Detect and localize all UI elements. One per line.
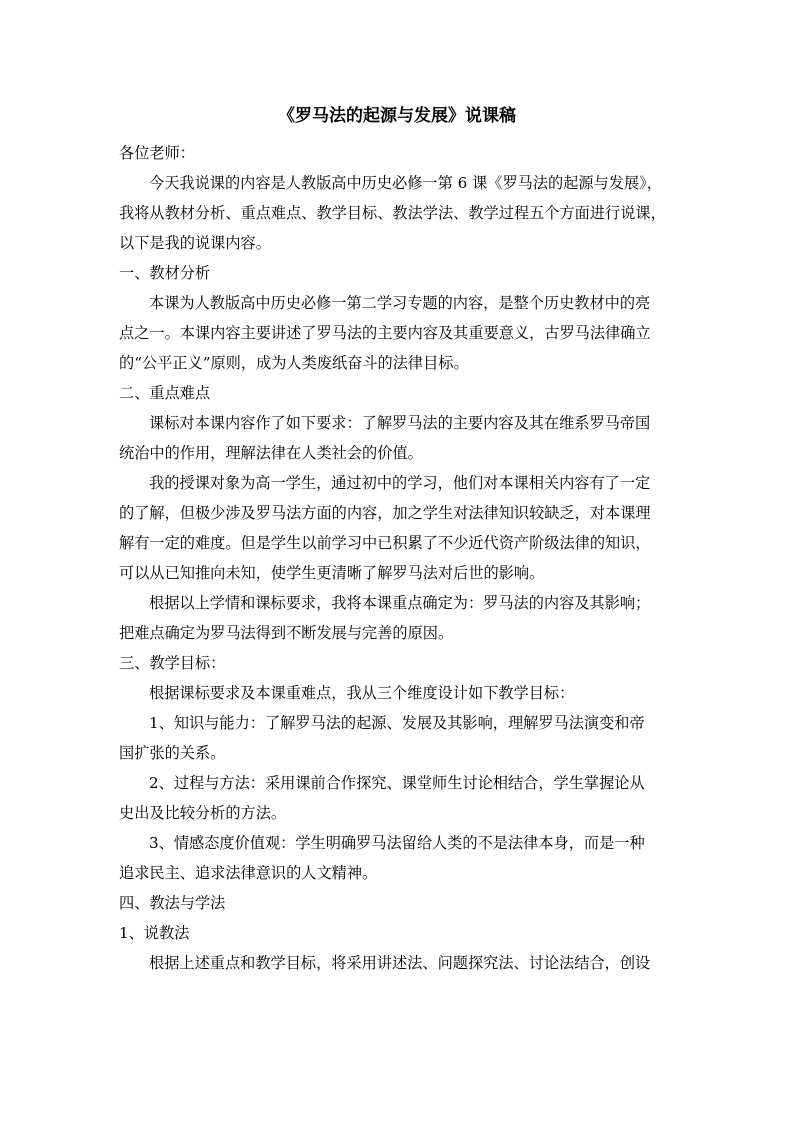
document-title: 《罗马法的起源与发展》说课稿 bbox=[278, 106, 516, 126]
paragraph-line: 追求民主、追求法律意识的人文精神。 bbox=[119, 864, 378, 882]
section-heading: 四、教法与学法 bbox=[119, 894, 226, 912]
paragraph-line: 根据课标要求及本课重难点，我从三个维度设计如下教学目标： bbox=[149, 684, 575, 702]
paragraph-line: 本课为人教版高中历史必修一第二学习专题的内容，是整个历史教材中的亮 bbox=[149, 294, 651, 312]
paragraph-line: 2、过程与方法：采用课前合作探究、课堂师生讨论相结合，学生掌握论从 bbox=[149, 774, 645, 792]
paragraph-line: 课标对本课内容作了如下要求：了解罗马法的主要内容及其在维系罗马帝国 bbox=[149, 414, 651, 432]
paragraph-line: 3、情感态度价值观：学生明确罗马法留给人类的不是法律本身，而是一种 bbox=[149, 834, 645, 852]
paragraph-line: 以下是我的说课内容。 bbox=[119, 234, 271, 252]
paragraph-line: 我将从教材分析、重点难点、教学目标、教法学法、教学过程五个方面进行说课， bbox=[119, 204, 666, 222]
paragraph-line: 根据以上学情和课标要求，我将本课重点确定为：罗马法的内容及其影响； bbox=[149, 594, 651, 612]
greeting-line: 各位老师： bbox=[119, 144, 195, 162]
paragraph-line: 1、知识与能力：了解罗马法的起源、发展及其影响，理解罗马法演变和帝 bbox=[149, 714, 645, 732]
paragraph-line: 点之一。本课内容主要讲述了罗马法的主要内容及其重要意义，古罗马法律确立 bbox=[119, 324, 651, 342]
paragraph-line: 解有一定的难度。但是学生以前学习中已积累了不少近代资产阶级法律的知识， bbox=[119, 534, 651, 552]
section-heading: 一、教材分析 bbox=[119, 264, 211, 282]
section-heading: 二、重点难点 bbox=[119, 384, 211, 402]
paragraph-line: 的了解，但极少涉及罗马法方面的内容，加之学生对法律知识较缺乏，对本课理 bbox=[119, 504, 651, 522]
paragraph-line: 可以从已知推向未知，使学生更清晰了解罗马法对后世的影响。 bbox=[119, 564, 545, 582]
paragraph-line: 把难点确定为罗马法得到不断发展与完善的原因。 bbox=[119, 624, 454, 642]
paragraph-line: 史出及比较分析的方法。 bbox=[119, 804, 287, 822]
subsection-heading: 1、说教法 bbox=[119, 924, 190, 942]
paragraph-line: 根据上述重点和教学目标，将采用讲述法、问题探究法、讨论法结合，创设 bbox=[149, 954, 651, 972]
paragraph-line: 统治中的作用，理解法律在人类社会的价值。 bbox=[119, 444, 423, 462]
section-heading: 三、教学目标： bbox=[119, 654, 226, 672]
paragraph-line: 的“公平正义”原则，成为人类废纸奋斗的法律目标。 bbox=[119, 354, 469, 372]
paragraph-line: 今天我说课的内容是人教版高中历史必修一第 6 课《罗马法的起源与发展》， bbox=[149, 174, 662, 192]
paragraph-line: 我的授课对象为高一学生，通过初中的学习，他们对本课相关内容有了一定 bbox=[149, 474, 651, 492]
paragraph-line: 国扩张的关系。 bbox=[119, 744, 226, 762]
